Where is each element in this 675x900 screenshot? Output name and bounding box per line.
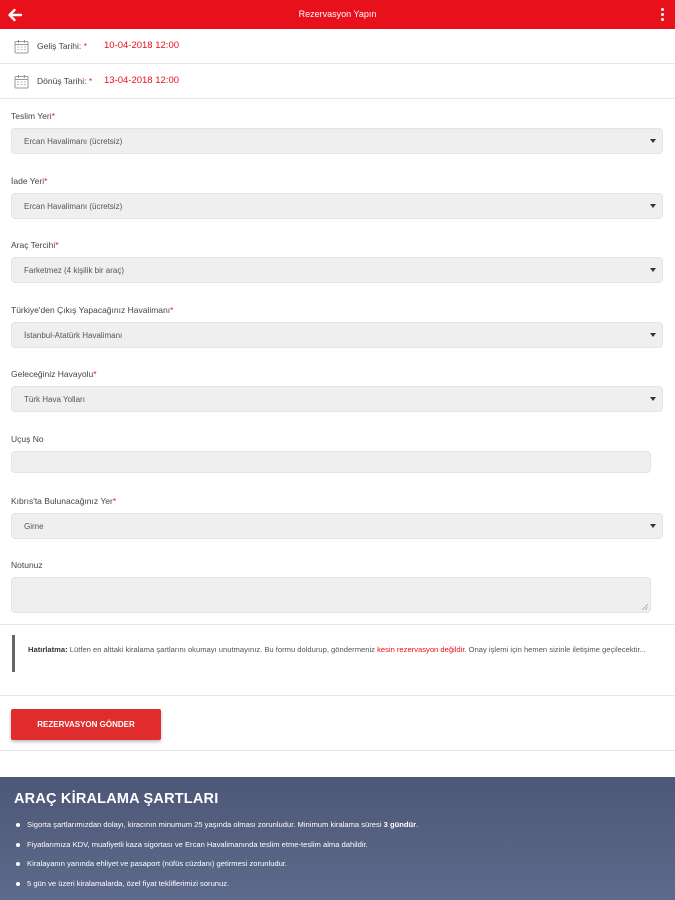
location-select-value: Girne [24, 522, 44, 531]
top-app-bar [0, 0, 675, 29]
arrival-date-value[interactable]: 10-04-2018 12:00 [104, 40, 180, 51]
car-label: Araç Tercihi* [11, 240, 59, 250]
airline-select[interactable] [11, 386, 663, 412]
dropdown-caret-icon [650, 397, 656, 401]
return-place-select-value: Ercan Havalimanı (ücretsiz) [24, 202, 123, 211]
return-date-row[interactable] [0, 64, 675, 99]
reminder-notice [0, 624, 675, 696]
rental-terms-section [0, 777, 675, 900]
dropdown-caret-icon [650, 268, 656, 272]
arrival-date-label: Geliş Tarihi: * [37, 41, 87, 51]
location-label: Kıbrıs'ta Bulunacağınız Yer* [11, 496, 117, 506]
return-date-label: Dönüş Tarihi: * [37, 76, 93, 86]
list-item: Fiyatlarımıza KDV, muafiyetli kaza sigortası ve Ercan Havalimanında teslim etme-teslim alma dahildir. [14, 840, 664, 860]
airline-label: Geleceğiniz Havayolu* [11, 369, 97, 379]
notice-text: Hatırlatma: Lütfen en alttaki kiralama şartlarını okumayı unutmayınız. Bu formu doldurup, göndermeniz kesin rezervasyon değildir. Onay işlemi için hemen sizinle iletişime geçilecektir... [28, 645, 646, 654]
divider [0, 750, 675, 751]
departure-airport-select-value: İstanbul-Atatürk Havalimanı [24, 331, 123, 340]
return-place-select[interactable] [11, 193, 663, 219]
submit-reservation-button[interactable]: REZERVASYON GÖNDER [11, 709, 161, 740]
list-item: 5 gün ve üzeri kiralamalarda, özel fiyat tekliflerimizi sorunuz. [14, 879, 664, 899]
car-select-value: Farketmez (4 kişilik bir araç) [24, 266, 125, 275]
notice-highlight: kesin rezervasyon değildir [377, 645, 465, 654]
list-item: Sigorta şartlarımızdan dolayı, kiracının minumum 25 yaşında olması zorunludur. Minimum kiralama süresi 3 gündür. [14, 820, 664, 840]
dropdown-caret-icon [650, 204, 656, 208]
notes-textarea[interactable] [11, 577, 651, 613]
more-vert-icon[interactable] [659, 8, 665, 22]
page-title: Rezervasyon Yapın [298, 9, 377, 19]
delivery-select-value: Ercan Havalimanı (ücretsiz) [24, 137, 123, 146]
dropdown-caret-icon [650, 524, 656, 528]
resize-grip-icon[interactable] [642, 604, 648, 610]
dropdown-caret-icon [650, 139, 656, 143]
notice-accent-bar [12, 635, 15, 672]
return-place-label: İade Yeri* [11, 176, 48, 186]
delivery-label: Teslim Yeri* [11, 111, 55, 121]
location-select[interactable] [11, 513, 663, 539]
dropdown-caret-icon [650, 333, 656, 337]
airline-select-value: Türk Hava Yolları [24, 395, 85, 404]
car-select[interactable] [11, 257, 663, 283]
notes-label: Notunuz [11, 560, 43, 570]
flight-no-input[interactable] [11, 451, 651, 473]
terms-title: ARAÇ KİRALAMA ŞARTLARI [14, 791, 219, 807]
calendar-icon [14, 39, 29, 54]
departure-airport-select[interactable] [11, 322, 663, 348]
list-item: Kiralayanın yanında ehliyet ve pasaport (nüfüs cüzdanı) getirmesi zorunludur. [14, 859, 664, 879]
calendar-icon [14, 74, 29, 89]
terms-list [14, 820, 664, 898]
departure-airport-label: Türkiye'den Çıkış Yapacağınız Havalimanı* [11, 305, 174, 315]
return-date-value[interactable]: 13-04-2018 12:00 [104, 75, 180, 86]
arrival-date-row[interactable] [0, 29, 675, 64]
delivery-select[interactable] [11, 128, 663, 154]
flight-no-label: Uçuş No [11, 434, 44, 444]
